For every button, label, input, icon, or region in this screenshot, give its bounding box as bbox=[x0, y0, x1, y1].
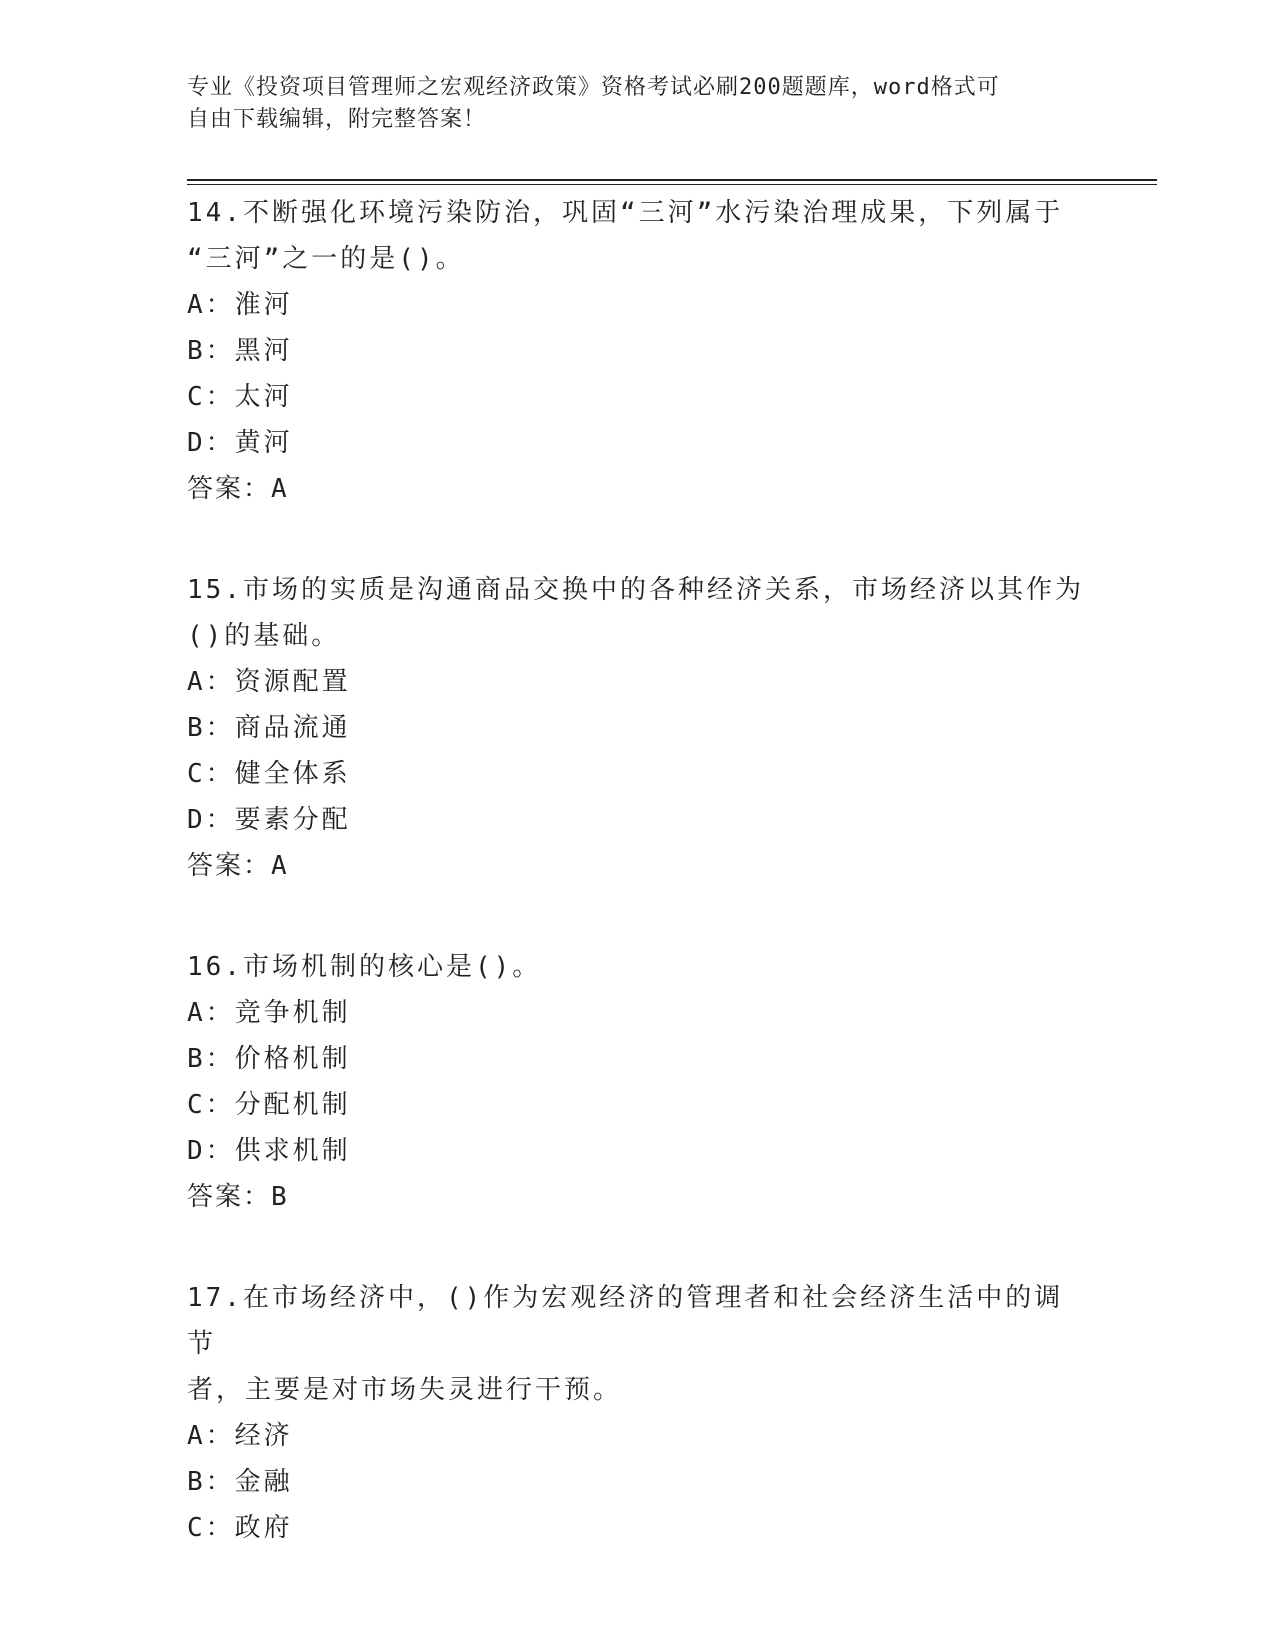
option-c: C：健全体系 bbox=[187, 759, 351, 789]
question-text-line: 17.在市场经济中，()作为宏观经济的管理者和社会经济生活中的调节 bbox=[187, 1283, 1064, 1359]
question-text-line: “三河”之一的是()。 bbox=[187, 244, 465, 274]
option-d: D：黄河 bbox=[187, 428, 293, 458]
question-text-line: 16.市场机制的核心是()。 bbox=[187, 952, 542, 982]
header-line-2: 自由下载编辑，附完整答案！ bbox=[187, 107, 487, 132]
option-b: B：商品流通 bbox=[187, 713, 351, 743]
option-a: A：资源配置 bbox=[187, 667, 351, 697]
question-text-line: 者，主要是对市场失灵进行干预。 bbox=[187, 1375, 623, 1405]
question-15 bbox=[187, 567, 1087, 889]
document-header bbox=[187, 72, 1067, 136]
option-d: D：供求机制 bbox=[187, 1136, 351, 1166]
question-14 bbox=[187, 190, 1087, 512]
option-a: A：经济 bbox=[187, 1421, 293, 1451]
answer-line: 答案：B bbox=[187, 1182, 289, 1212]
option-c: C：太河 bbox=[187, 382, 293, 412]
header-divider-thick bbox=[187, 179, 1157, 181]
option-c: C：分配机制 bbox=[187, 1090, 351, 1120]
header-line-1: 专业《投资项目管理师之宏观经济政策》资格考试必刷200题题库，word格式可 bbox=[187, 75, 1000, 100]
answer-line: 答案：A bbox=[187, 474, 289, 504]
question-text-line: 14.不断强化环境污染防治，巩固“三河”水污染治理成果，下列属于 bbox=[187, 198, 1064, 228]
option-c: C：政府 bbox=[187, 1513, 293, 1543]
option-a: A：淮河 bbox=[187, 290, 293, 320]
option-b: B：价格机制 bbox=[187, 1044, 351, 1074]
option-b: B：黑河 bbox=[187, 336, 293, 366]
option-b: B：金融 bbox=[187, 1467, 293, 1497]
question-16 bbox=[187, 944, 1087, 1220]
question-text-line: 15.市场的实质是沟通商品交换中的各种经济关系，市场经济以其作为 bbox=[187, 575, 1084, 605]
answer-line: 答案：A bbox=[187, 851, 289, 881]
question-text-line: ()的基础。 bbox=[187, 621, 341, 651]
option-a: A：竞争机制 bbox=[187, 998, 351, 1028]
option-d: D：要素分配 bbox=[187, 805, 351, 835]
header-divider-thin bbox=[187, 184, 1157, 185]
question-17 bbox=[187, 1275, 1087, 1551]
question-list bbox=[187, 190, 1087, 1606]
